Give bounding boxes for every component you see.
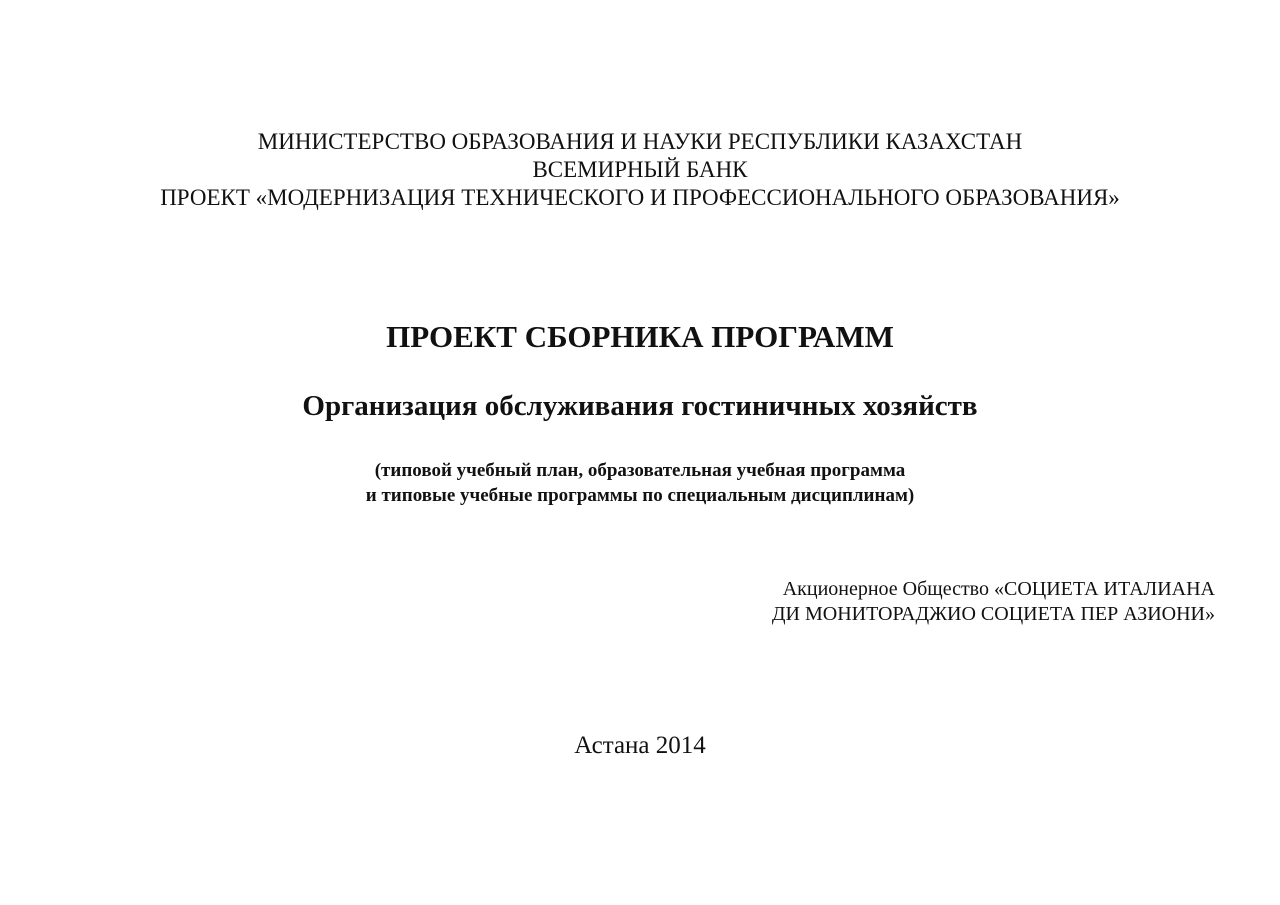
- company-block: [772, 577, 1215, 627]
- document-title: ПРОЕКТ СБОРНИКА ПРОГРАММ: [386, 319, 894, 354]
- description-line-2: и типовые учебные программы по специальным дисциплинам): [365, 485, 915, 506]
- company-line-1: Акционерное Общество «СОЦИЕТА ИТАЛИАНА: [782, 578, 1215, 600]
- description-line-1: (типовой учебный план, образовательная учебная программа: [374, 460, 906, 481]
- place-and-year: Астана 2014: [574, 732, 706, 759]
- document-description: [0, 458, 1280, 508]
- bank-name: ВСЕМИРНЫЙ БАНК: [532, 157, 748, 182]
- project-name: ПРОЕКТ «МОДЕРНИЗАЦИЯ ТЕХНИЧЕСКОГО И ПРОФЕССИОНАЛЬНОГО ОБРАЗОВАНИЯ»: [160, 185, 1120, 210]
- company-line-2: ДИ МОНИТОРАДЖИО СОЦИЕТА ПЕР АЗИОНИ»: [771, 603, 1215, 625]
- document-subtitle: Организация обслуживания гостиничных хозяйств: [302, 390, 978, 422]
- ministry-name: МИНИСТЕРСТВО ОБРАЗОВАНИЯ И НАУКИ РЕСПУБЛИКИ КАЗАХСТАН: [257, 129, 1023, 154]
- header-block: [0, 128, 1280, 212]
